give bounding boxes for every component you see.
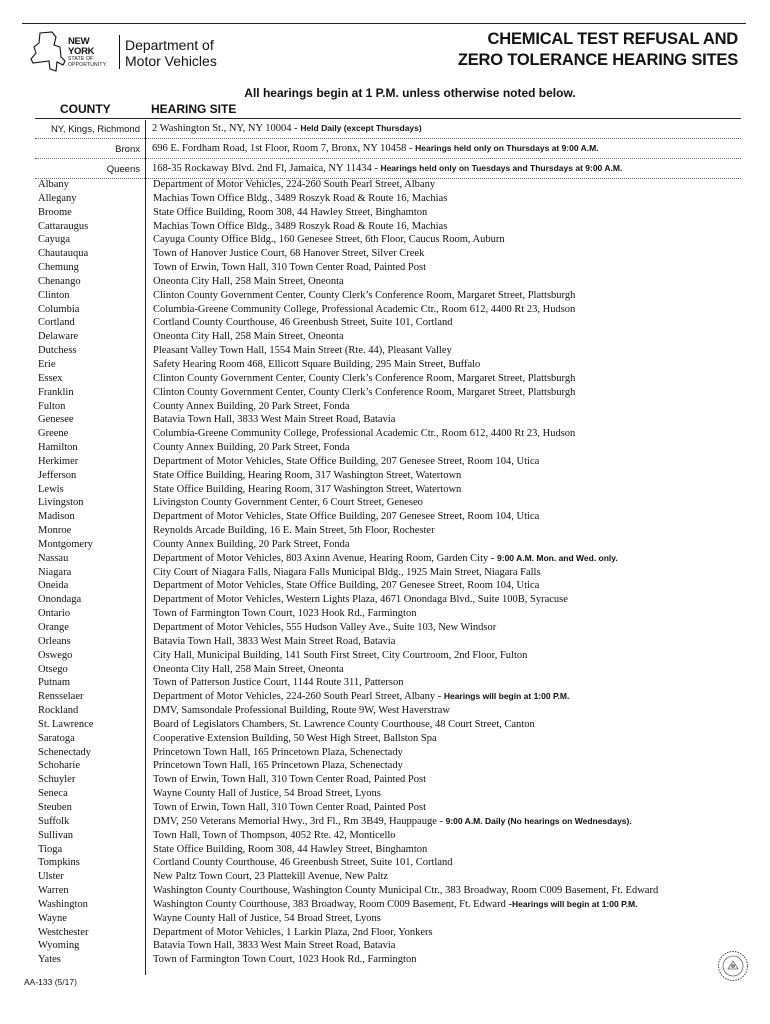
county-row: [0, 773, 770, 787]
county-row: [0, 884, 770, 898]
county-name: NY, Kings, Richmond: [50, 124, 140, 135]
county-row: [0, 898, 770, 912]
site-address: Cortland County Courthouse, 46 Greenbush Street, Suite 101, Cortland: [153, 317, 453, 329]
site-address: 168-35 Rockaway Blvd. 2nd Fl, Jamaica, NY 11434 -: [152, 163, 381, 174]
hearing-site: [153, 496, 423, 510]
county-row: [0, 400, 770, 414]
site-address: Cayuga County Office Bldg., 160 Genesee Street, 6th Floor, Caucus Room, Auburn: [153, 234, 505, 246]
site-address: Washington County Courthouse, 383 Broadway, Room C009 Basement, Ft. Edward -: [153, 898, 512, 910]
county-name: Broome: [38, 206, 72, 218]
county-row: [0, 303, 770, 317]
county-row: [0, 635, 770, 649]
hearing-site: [153, 801, 426, 815]
site-address: Pleasant Valley Town Hall, 1554 Main Street (Rte. 44), Pleasant Valley: [153, 345, 452, 357]
county-name: Erie: [38, 358, 56, 370]
site-address: Town of Farmington Town Court, 1023 Hook Rd., Farmington: [153, 954, 417, 966]
hearing-site: [153, 690, 569, 704]
county-row: [0, 413, 770, 427]
special-row: [35, 119, 741, 139]
hearing-site: [153, 247, 424, 261]
county-name: Warren: [38, 885, 69, 897]
county-row: [0, 427, 770, 441]
hearing-time-note: All hearings begin at 1 P.M. unless otherwise noted below.: [244, 86, 576, 100]
title-line: ZERO TOLERANCE HEARING SITES: [457, 51, 738, 69]
hearing-site: [153, 413, 395, 427]
county-row: [0, 912, 770, 926]
county-row: [0, 552, 770, 566]
site-address: Department of Motor Vehicles, 803 Axinn Avenue, Hearing Room, Garden City -: [153, 552, 498, 564]
dmv-wordmark: [125, 37, 217, 69]
site-address: Reynolds Arcade Building, 16 E. Main Street, 5th Floor, Rochester: [153, 525, 435, 537]
county-name: Washington: [38, 898, 88, 910]
county-row: [0, 787, 770, 801]
county-row: [0, 469, 770, 483]
dmv-wordmark-line: Motor Vehicles: [125, 53, 217, 69]
county-name: Hamilton: [38, 442, 78, 454]
county-name: Oswego: [38, 649, 73, 661]
county-name: Tioga: [38, 843, 63, 855]
hearing-site: [153, 344, 452, 358]
county-name: Saratoga: [38, 732, 75, 744]
county-row: [0, 538, 770, 552]
site-schedule-note: Hearings will begin at 1:00 P.M.: [443, 691, 570, 702]
top-rule: [22, 23, 746, 24]
hearing-site: [153, 939, 395, 953]
site-address: Princetown Town Hall, 165 Princetown Plaza, Schenectady: [153, 760, 403, 772]
county-name: Westchester: [38, 926, 89, 938]
site-address: Machias Town Office Bldg., 3489 Roszyk Road & Route 16, Machias: [153, 220, 448, 232]
hearing-site: [153, 372, 575, 386]
county-row: [0, 579, 770, 593]
hearing-site: [153, 275, 344, 289]
ny-wordmark-line: YORK: [68, 46, 95, 57]
state-seal-icon: [717, 950, 749, 982]
county-row: [0, 483, 770, 497]
site-address: Town of Farmington Town Court, 1023 Hook Rd., Farmington: [153, 608, 417, 620]
hearing-site: [153, 787, 381, 801]
county-row: [0, 953, 770, 967]
county-name: Sullivan: [38, 829, 74, 841]
county-name: Herkimer: [38, 455, 79, 467]
site-address: DMV, Samsondale Professional Building, Route 9W, West Haverstraw: [153, 705, 451, 717]
county-row: [0, 870, 770, 884]
site-address: State Office Building, Room 308, 44 Hawley Street, Binghamton: [153, 843, 428, 855]
county-row: [0, 663, 770, 677]
hearing-site: [153, 884, 658, 898]
site-address: Cooperative Extension Building, 50 West High Street, Ballston Spa: [153, 732, 437, 744]
hearing-site: [153, 773, 426, 787]
special-row: [35, 139, 741, 159]
hearing-site: [153, 330, 344, 344]
site-schedule-note: Held Daily (except Thursdays): [300, 123, 422, 133]
site-address: Town of Erwin, Town Hall, 310 Town Center Road, Painted Post: [153, 774, 427, 786]
site-address: State Office Building, Hearing Room, 317 Washington Street, Watertown: [153, 469, 462, 481]
site-address: Department of Motor Vehicles, 224-260 South Pearl Street, Albany: [153, 179, 436, 190]
site-address: County Annex Building, 20 Park Street, Fonda: [153, 400, 350, 412]
county-row: [0, 593, 770, 607]
hearing-site: [153, 732, 437, 746]
hearing-site: [153, 746, 403, 760]
county-name: Cattaraugus: [38, 220, 89, 232]
hearing-site: [153, 856, 453, 870]
county-row: [0, 621, 770, 635]
site-address: Town Hall, Town of Thompson, 4052 Rte. 42, Monticello: [153, 829, 396, 841]
county-name: Queens: [106, 164, 140, 175]
ny-tagline-line: OPPORTUNITY.: [68, 61, 108, 68]
county-name: Yates: [38, 954, 61, 966]
site-address: Safety Hearing Room 468, Ellicott Square Building, 295 Main Street, Buffalo: [153, 358, 481, 370]
site-address: Oneonta City Hall, 258 Main Street, Oneonta: [153, 663, 344, 675]
site-address: Wayne County Hall of Justice, 54 Broad Street, Lyons: [153, 788, 381, 800]
county-row: [0, 718, 770, 732]
hearing-site: [153, 206, 427, 220]
county-name: Schenectady: [38, 746, 92, 758]
county-name: Allegany: [38, 192, 77, 204]
site-address: Clinton County Government Center, County Clerk’s Conference Room, Margaret Street, Plattsburgh: [153, 289, 576, 301]
site-address: Department of Motor Vehicles, State Office Building, 207 Genesee Street, Room 104, Utica: [153, 455, 540, 467]
ny-wordmark-line: NEW: [68, 36, 90, 47]
hearing-site: [153, 192, 447, 206]
hearing-site: [153, 843, 427, 857]
county-row: [0, 926, 770, 940]
county-row: [0, 801, 770, 815]
county-row: [0, 247, 770, 261]
site-address: Cortland County Courthouse, 46 Greenbush Street, Suite 101, Cortland: [153, 857, 453, 869]
county-name: Tompkins: [38, 857, 80, 869]
hearing-site: [153, 635, 395, 649]
new-york-state-map-icon: [30, 31, 66, 73]
county-row: [0, 939, 770, 953]
county-name: Otsego: [38, 663, 68, 675]
site-address: Oneonta City Hall, 258 Main Street, Oneonta: [153, 275, 344, 287]
county-name: Greene: [38, 428, 69, 440]
county-name: Franklin: [38, 386, 74, 398]
hearing-site: [153, 441, 350, 455]
site-address: Town of Hanover Justice Court, 68 Hanover Street, Silver Creek: [153, 248, 425, 260]
county-name: Seneca: [38, 788, 68, 800]
hearing-site: [153, 676, 403, 690]
site-address: DMV, 250 Veterans Memorial Hwy., 3rd Fl., Rm 3B49, Hauppauge -: [153, 815, 446, 827]
site-address: Town of Erwin, Town Hall, 310 Town Center Road, Painted Post: [153, 801, 427, 813]
county-row: [0, 829, 770, 843]
county-row: [0, 441, 770, 455]
county-name: Monroe: [38, 525, 72, 537]
county-name: Chenango: [38, 275, 81, 287]
county-name: Nassau: [38, 552, 69, 564]
county-name: Livingston: [38, 497, 84, 509]
site-address: Department of Motor Vehicles, 224-260 South Pearl Street, Albany -: [153, 691, 444, 703]
hearing-site: [153, 704, 450, 718]
county-row: [0, 178, 770, 192]
county-name: Lewis: [38, 483, 64, 495]
dmv-wordmark-line: Department of: [125, 37, 214, 53]
county-row: [0, 372, 770, 386]
site-schedule-note: 9:00 A.M. Daily (No hearings on Wednesdays).: [445, 815, 632, 826]
county-name: St. Lawrence: [38, 718, 94, 730]
county-row: [0, 316, 770, 330]
hearing-site: [153, 483, 461, 497]
site-address: Department of Motor Vehicles, State Office Building, 207 Genesee Street, Room 104, Utica: [153, 511, 540, 523]
county-name: Cayuga: [38, 234, 71, 246]
county-name: Rensselaer: [38, 691, 84, 703]
site-address: Batavia Town Hall, 3833 West Main Street Road, Batavia: [153, 414, 396, 426]
form-number: AA-133 (5/17): [24, 977, 77, 987]
site-address: Columbia-Greene Community College, Professional Academic Ctr., Room 612, 4400 Rt 23, Hudson: [153, 303, 576, 315]
hearing-site: [153, 898, 637, 912]
site-address: Machias Town Office Bldg., 3489 Roszyk Road & Route 16, Machias: [153, 192, 448, 204]
hearing-site: [153, 233, 505, 247]
site-address: Wayne County Hall of Justice, 54 Broad Street, Lyons: [153, 912, 381, 924]
site-address: Clinton County Government Center, County Clerk’s Conference Room, Margaret Street, Plattsburgh: [153, 386, 576, 398]
logo-divider: [119, 35, 120, 69]
site-address: Washington County Courthouse, Washington County Municipal Ctr., 383 Broadway, Room C009 Basement, Ft. Edward: [153, 885, 659, 897]
site-address: Town of Patterson Justice Court, 1144 Route 311, Patterson: [153, 677, 404, 689]
hearing-site: [153, 621, 496, 635]
hearing-site: [153, 469, 461, 483]
county-hearing-list: [0, 178, 770, 967]
county-name: Cortland: [38, 317, 75, 329]
site-address: Batavia Town Hall, 3833 West Main Street Road, Batavia: [153, 940, 396, 952]
county-name: Putnam: [38, 677, 71, 689]
site-address: Columbia-Greene Community College, Professional Academic Ctr., Room 612, 4400 Rt 23, Hudson: [153, 428, 576, 440]
ny-state-wordmark: [68, 37, 118, 68]
hearing-site: [153, 538, 350, 552]
hearing-site: [153, 870, 388, 884]
county-name: Schuyler: [38, 774, 76, 786]
hearing-site: [153, 386, 575, 400]
hearing-site: [153, 524, 435, 538]
hearing-site-column-header: HEARING SITE: [151, 102, 237, 116]
hearing-site: [152, 163, 622, 174]
county-row: [0, 275, 770, 289]
site-schedule-note: Hearings will begin at 1:00 P.M.: [511, 898, 638, 909]
site-address: State Office Building, Room 308, 44 Hawley Street, Binghamton: [153, 206, 428, 218]
hearing-site: [153, 926, 433, 940]
site-address: City Court of Niagara Falls, Niagara Falls Municipal Bldg., 1925 Main Street, Niagara Falls: [153, 566, 541, 578]
site-address: State Office Building, Hearing Room, 317 Washington Street, Watertown: [153, 483, 462, 495]
site-address: Clinton County Government Center, County Clerk’s Conference Room, Margaret Street, Plattsburgh: [153, 372, 576, 384]
county-name: Onondaga: [38, 594, 82, 606]
county-row: [0, 704, 770, 718]
hearing-site: [153, 579, 539, 593]
site-address: Livingston County Government Center, 6 Court Street, Geneseo: [153, 497, 423, 509]
county-name: Clinton: [38, 289, 70, 301]
hearing-site: [153, 566, 541, 580]
dmv-logo: [30, 31, 230, 75]
county-name: Albany: [38, 179, 69, 190]
county-row: [0, 856, 770, 870]
county-row: [0, 261, 770, 275]
county-name: Bronx: [115, 144, 140, 155]
county-name: Suffolk: [38, 815, 70, 827]
hearing-site: [153, 289, 575, 303]
county-name: Orange: [38, 622, 69, 633]
county-row: [0, 455, 770, 469]
county-name: Madison: [38, 511, 75, 523]
hearing-site: [153, 510, 539, 524]
title-line: CHEMICAL TEST REFUSAL AND: [487, 30, 738, 48]
hearing-site: [153, 759, 403, 773]
site-address: Department of Motor Vehicles, 555 Hudson Valley Ave., Suite 103, New Windsor: [153, 622, 497, 633]
county-name: Montgomery: [38, 538, 93, 550]
site-address: Department of Motor Vehicles, State Office Building, 207 Genesee Street, Room 104, Utica: [153, 580, 540, 592]
hearing-site: [153, 427, 575, 441]
hearing-site: [153, 220, 447, 234]
county-row: [0, 386, 770, 400]
county-name: Rockland: [38, 705, 79, 717]
county-row: [0, 843, 770, 857]
hearing-site: [153, 400, 350, 414]
county-name: Steuben: [38, 801, 72, 813]
county-name: Essex: [38, 372, 63, 384]
hearing-site: [153, 593, 568, 607]
county-row: [0, 732, 770, 746]
county-name: Delaware: [38, 331, 79, 343]
county-row: [0, 759, 770, 773]
county-name: Wyoming: [38, 940, 80, 952]
site-address: Board of Legislators Chambers, St. Lawrence County Courthouse, 48 Court Street, Canton: [153, 718, 535, 730]
county-row: [0, 607, 770, 621]
county-name: Chautauqua: [38, 248, 89, 260]
hearing-site: [152, 123, 422, 134]
hearing-site: [153, 649, 527, 663]
county-name: Oneida: [38, 580, 69, 592]
county-name: Chemung: [38, 262, 79, 274]
hearing-site: [153, 607, 416, 621]
hearing-site: [153, 316, 453, 330]
county-name: Columbia: [38, 303, 80, 315]
hearing-site: [153, 953, 416, 967]
county-name: Genesee: [38, 414, 74, 426]
county-name: Fulton: [38, 400, 66, 412]
county-row: [0, 746, 770, 760]
site-address: Batavia Town Hall, 3833 West Main Street Road, Batavia: [153, 635, 396, 647]
site-address: Department of Motor Vehicles, 1 Larkin Plaza, 2nd Floor, Yonkers: [153, 926, 433, 938]
site-address: City Hall, Municipal Building, 141 South First Street, City Courtroom, 2nd Floor, Fulton: [153, 649, 528, 661]
site-address: Town of Erwin, Town Hall, 310 Town Center Road, Painted Post: [153, 262, 427, 274]
site-address: Oneonta City Hall, 258 Main Street, Oneonta: [153, 331, 344, 343]
county-row: [0, 233, 770, 247]
county-row: [0, 220, 770, 234]
site-address: Princetown Town Hall, 165 Princetown Plaza, Schenectady: [153, 746, 403, 758]
county-name: Niagara: [38, 566, 72, 578]
site-address: County Annex Building, 20 Park Street, Fonda: [153, 442, 350, 454]
site-schedule-note: 9:00 A.M. Mon. and Wed. only.: [497, 552, 618, 563]
hearing-site: [153, 912, 381, 926]
site-schedule-note: Hearings held only on Tuesdays and Thursdays at 9:00 A.M.: [380, 163, 623, 173]
county-name: Dutchess: [38, 345, 77, 357]
county-name: Schoharie: [38, 760, 80, 772]
county-row: [0, 649, 770, 663]
county-row: [0, 510, 770, 524]
hearing-site: [153, 663, 344, 677]
hearing-site: [153, 261, 426, 275]
site-address: Department of Motor Vehicles, Western Lights Plaza, 4671 Onondaga Blvd., Suite 100B, Syracuse: [153, 594, 568, 606]
document-title: [458, 29, 738, 71]
site-address: County Annex Building, 20 Park Street, Fonda: [153, 538, 350, 550]
county-row: [0, 206, 770, 220]
hearing-site: [153, 718, 535, 732]
county-row: [0, 330, 770, 344]
county-row: [0, 690, 770, 704]
hearing-site: [153, 303, 575, 317]
site-address: 696 E. Fordham Road, 1st Floor, Room 7, Bronx, NY 10458 -: [152, 143, 416, 154]
county-row: [0, 344, 770, 358]
county-row: [0, 192, 770, 206]
county-row: [0, 566, 770, 580]
county-name: Ontario: [38, 608, 71, 620]
hearing-site: [152, 143, 599, 154]
hearing-site: [153, 178, 435, 192]
county-name: Orleans: [38, 635, 71, 647]
county-name: Ulster: [38, 871, 64, 883]
site-schedule-note: Hearings held only on Thursdays at 9:00 A.M.: [415, 143, 599, 153]
ny-tagline-line: STATE OF: [68, 56, 94, 62]
hearing-site: [153, 455, 539, 469]
county-name: Jefferson: [38, 469, 77, 481]
site-address: 2 Washington St., NY, NY 10004 -: [152, 123, 301, 134]
county-name: Wayne: [38, 912, 67, 924]
county-row: [0, 524, 770, 538]
county-row: [0, 676, 770, 690]
hearing-site: [153, 815, 632, 829]
hearing-site: [153, 829, 396, 843]
county-row: [0, 496, 770, 510]
hearing-site: [153, 552, 618, 566]
county-column-header: COUNTY: [60, 102, 111, 116]
site-address: New Paltz Town Court, 23 Plattekill Avenue, New Paltz: [153, 871, 389, 883]
hearing-site: [153, 358, 480, 372]
county-row: [0, 815, 770, 829]
special-row: [35, 159, 741, 179]
county-row: [0, 358, 770, 372]
county-row: [0, 289, 770, 303]
